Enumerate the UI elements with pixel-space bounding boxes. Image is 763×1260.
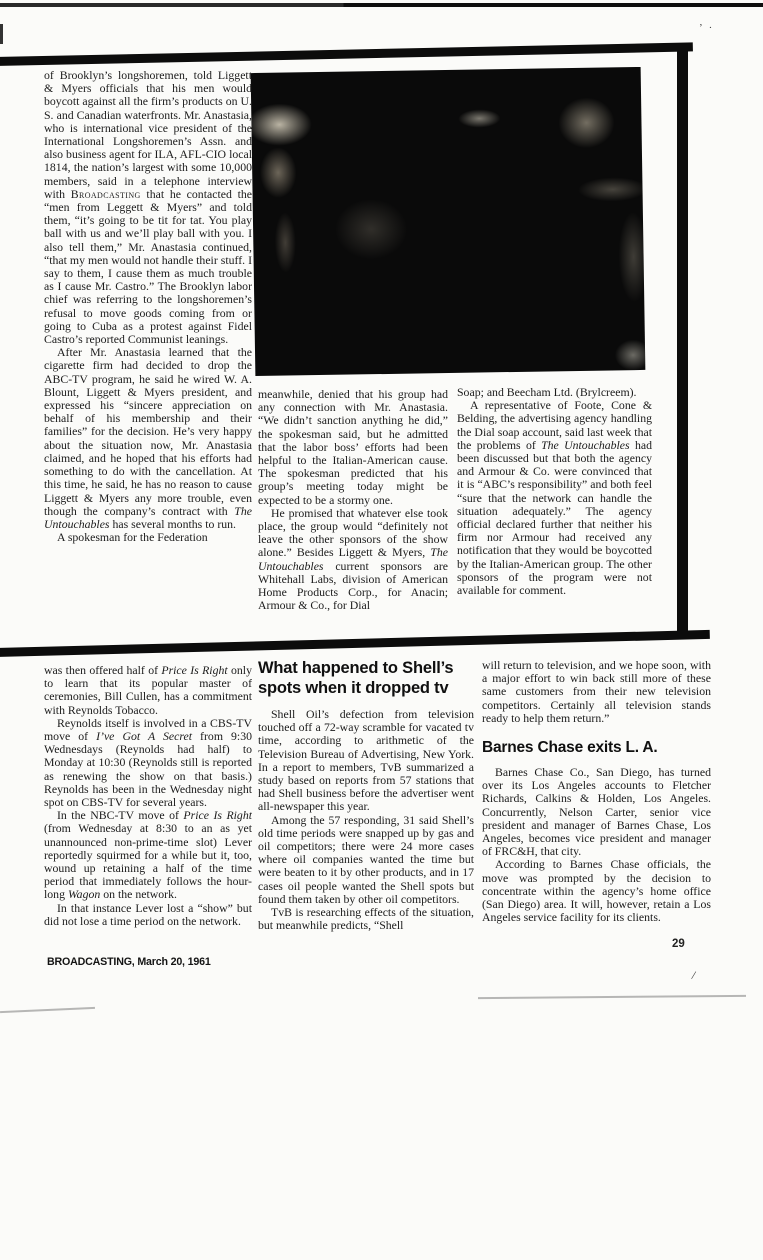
paragraph: Barnes Chase Co., San Diego, has turned over its Los Angeles accounts to Fletcher Richards, Calkins & Holden, Los Angeles. Concurrently, Nelson Carter, senior vice president and manager of Barnes Chase, Los Angeles, becomes vice president and manager of FRC&H, that city. — [482, 765, 711, 859]
scan-streak — [0, 1007, 95, 1013]
scan-edge-mark — [0, 24, 3, 44]
page-number: 29 — [672, 938, 685, 950]
paragraph: Shell Oil’s defection from television touched off a 72-way scramble for vacated tv time, according to arithmetic of the Television Bureau of Advertising, New York. In a report to members, TvB summarized a study based on reports from 57 stations that had Shell business before the advertiser went all-newspaper this year. — [258, 707, 474, 814]
paragraph: After Mr. Anastasia learned that the cigarette firm had decided to drop the ABC-TV program, he said he wired W. A. Blount, Liggett & Myers president, and expressed his “sincere appreciation on behalf of his membership and their families” for the decision. He’s very happy about the situation now, Mr. Anastasia claimed, and he hoped that his efforts had something to do with the cancellation. At this time, he said, he has no reason to cause Liggett & Myers any more trouble, even though the company’s contract with The Untouchables has several months to run. — [44, 345, 252, 531]
paragraph: Among the 57 responding, 31 said Shell’s old time periods were snapped up by gas and oil competitors; there were 24 more cases where oil companies wanted the time but were beaten to it by other products, and in 17 cases oil people wanted the Shell spots but found them taken by other oil competitors. — [258, 812, 474, 906]
paragraph: will return to television, and we hope soon, with a major effort to win back still more of these same customers from their new television competitors. Certainly all television stands ready to help them return.” — [482, 659, 711, 725]
bottom-column-middle — [258, 659, 474, 961]
top-article-column-left — [44, 69, 252, 647]
paragraph: Soap; and Beecham Ltd. (Brylcreem). — [457, 386, 637, 399]
paragraph: of Brooklyn’s longshoremen, told Liggett & Myers officials that his men would boycott against all the firm’s products on U. S. and Canadian waterfronts. Mr. Anastasia, who is international vice president of the International Longshoremen’s Assn. and also business agent for ILA, AFL-CIO local 1814, the nation’s largest with some 10,000 members, said in a telephone interview with Broadcasting that he contacted the “men from Leggett & Myers” and told them, “it’s going to be tit for tat. You play ball with us and we’ll play ball with you. I also tell them,” Mr. Anastasia continued, “that my men would not handle their stuff. I say to them, I cause them as much trouble as I cause Mr. Castro.” The Brooklyn labor chief was referring to the longshoremen’s refusal to move goods coming from or going to Cuba as a protest against Fidel Castro’s reported Communist leanings. — [44, 69, 252, 347]
scan-streak — [478, 995, 746, 999]
paragraph: A spokesman for the Federation — [57, 530, 208, 545]
article-frame-right — [677, 47, 688, 635]
paragraph: TvB is researching effects of the situation, but meanwhile predicts, “Shell — [258, 905, 474, 933]
barnes-article-headline: Barnes Chase exits L. A. — [482, 739, 658, 757]
paragraph: In that instance Lever lost a “show” but did not lose a time period on the network. — [44, 900, 252, 928]
paragraph: meanwhile, denied that his group had any connection with Mr. Anastasia. “We didn’t sanction anything he did,” the spokesman said, but he admitted that the labor boss’ efforts had been helpful to the Italian-American cause. The spokesman predicted that his group’s meeting today might be expected to be a stormy one. — [258, 388, 448, 507]
page-top-rule — [0, 3, 763, 7]
article-frame-top — [0, 42, 693, 66]
magazine-footer: BROADCASTING, March 20, 1961 — [47, 956, 211, 968]
scan-corner-marks: ʼ· — [699, 22, 719, 34]
shell-article-headline: What happened to Shell’s spots when it dropped tv — [258, 659, 454, 697]
paragraph: In the NBC-TV move of Price Is Right (from Wednesday at 8:30 to an as yet unannounced non-prime-time slot) Lever reportedly squirmed for a while but it, too, wound up retaining a half of the time period that immediately follows the hour-long Wagon on the network. — [44, 808, 252, 902]
paragraph: was then offered half of Price Is Right only to learn that its popular master of ceremonies, Bill Cullen, has a commitment with Reynolds Tobacco. — [44, 664, 252, 717]
paragraph: Reynolds itself is involved in a CBS-TV move of I’ve Got A Secret from 9:30 Wednesdays (Reynolds had half) to Monday at 10:30 (Reynolds still is reported as renewing the show on that basis.) Reynolds has been in the Wednesday night spot on CBS-TV for several years. — [44, 715, 252, 810]
paragraph: A representative of Foote, Cone & Belding, the advertising agency handling the Dial soap account, said last week that the problems of The Untouchables had been discussed but that both the agency and Armour & Co. were convinced that it is “ABC’s responsibility” and both feel “sure that the network can handle the situation adequately.” The agency official declared further that neither his firm nor Armour had received any notification that they would be boycotted by the Italian-American group. The other sponsors of the program were not available for comment. — [457, 398, 652, 598]
top-article-column-right — [457, 386, 652, 638]
bottom-column-left — [44, 664, 252, 956]
scan-slash-mark: / — [690, 967, 697, 983]
paragraph: He promised that whatever else took place, the group would “definitely not leave the other sponsors of the show alone.” Besides Liggett & Myers, The Untouchables current sponsors are Whitehall Labs, division of American Home Products Corp., for Anacin; Armour & Co., for Dial — [258, 505, 448, 613]
news-photo — [251, 67, 646, 376]
bottom-column-right — [482, 659, 711, 941]
top-article-column-middle — [258, 388, 448, 641]
paragraph: According to Barnes Chase officials, the move was prompted by the decision to concentrate within the agency’s home office (San Diego) area. It will, however, retain a Los Angeles service facility for its clients. — [482, 857, 711, 925]
